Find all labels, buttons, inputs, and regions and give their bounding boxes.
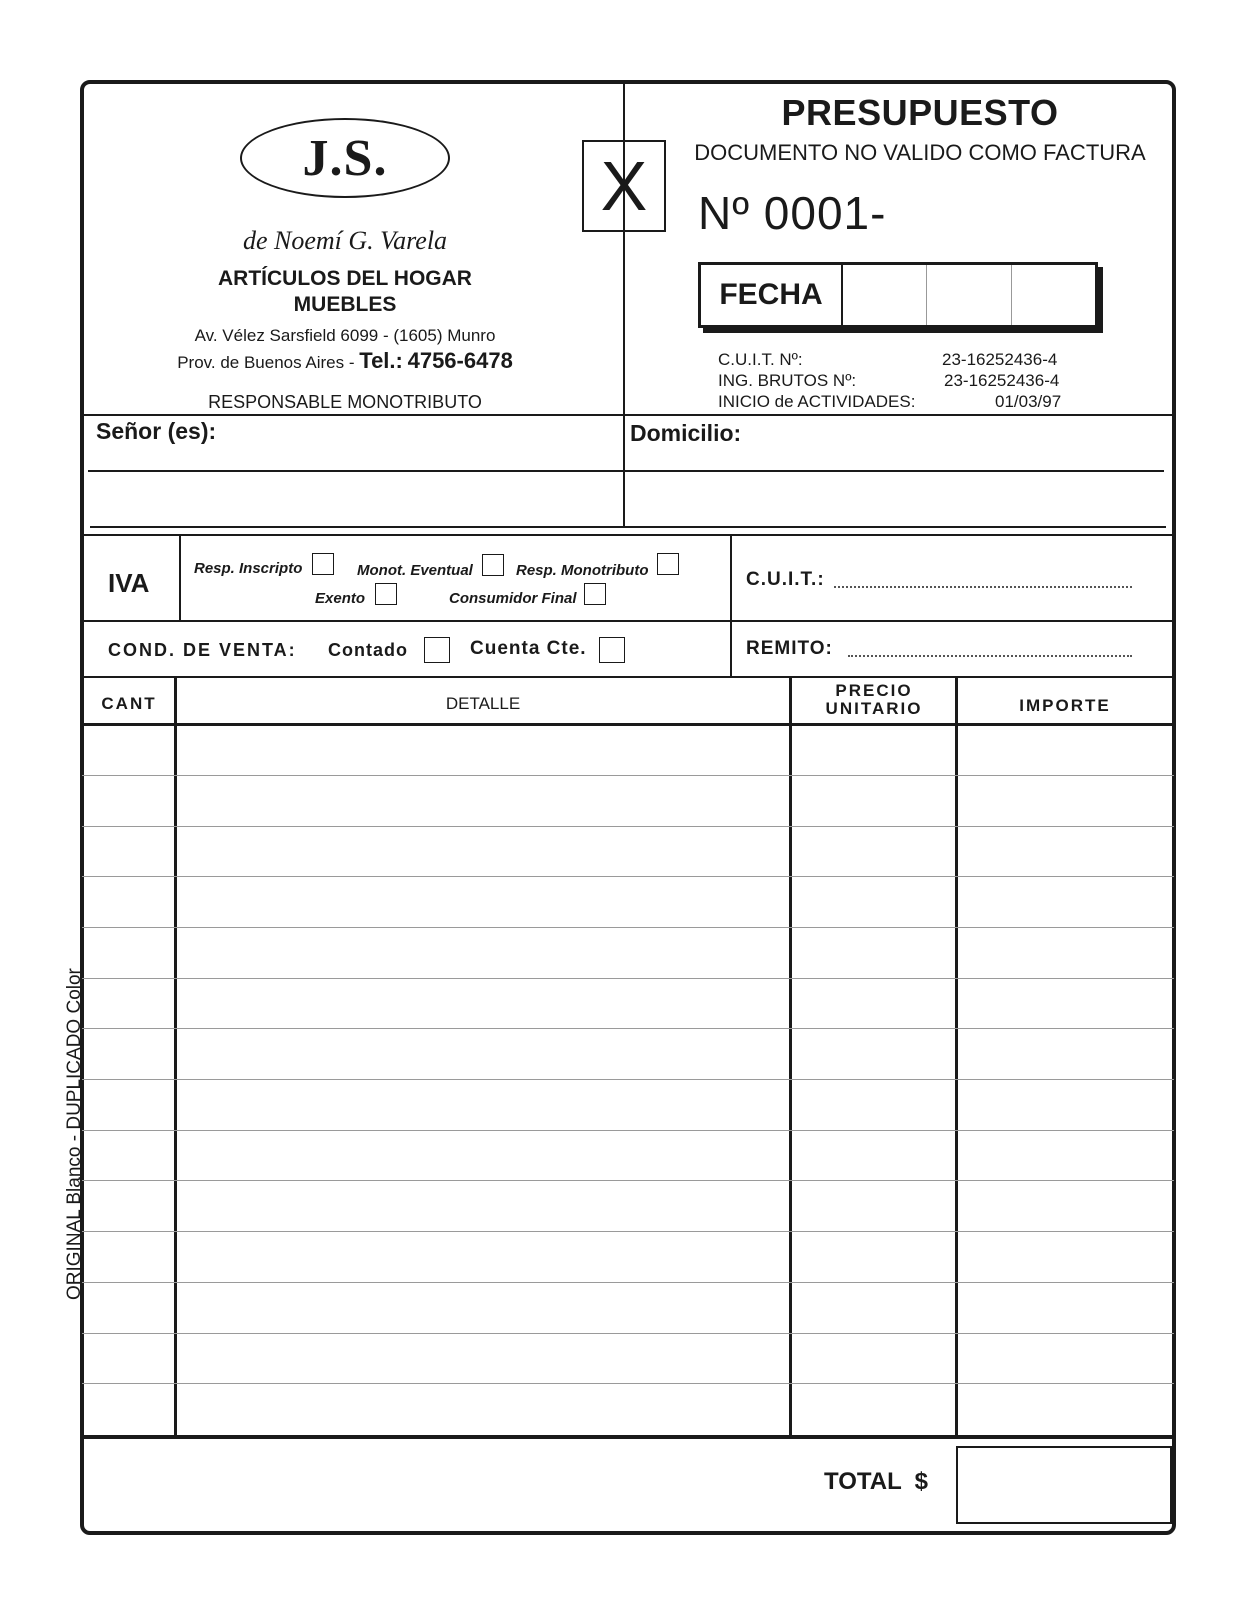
owner-name: de Noemí G. Varela [242,226,448,255]
logo [240,118,450,198]
table-header-divider [82,723,1174,726]
iva-monot-eventual-label: Monot. Eventual [357,562,473,579]
divider [82,620,1174,622]
document-subtitle: DOCUMENTO NO VALIDO COMO FACTURA [694,140,1146,165]
total-field[interactable] [956,1446,1172,1524]
table-row[interactable] [82,927,1174,928]
table-row[interactable] [82,978,1174,979]
copy-note: ORIGINAL Blanco - DUPLICADO Color [64,968,85,1300]
divider [82,534,1174,536]
iva-label: IVA [108,568,150,598]
column-cant: CANT [101,694,157,713]
inicio-value: 01/03/97 [995,392,1062,411]
date-day-cell[interactable] [843,265,927,325]
date-label: FECHA [701,265,843,325]
sale-cuenta-label: Cuenta Cte. [470,638,587,659]
iva-resp-monotributo-label: Resp. Monotributo [516,562,649,579]
sale-condition-label: COND. DE VENTA: [108,640,297,660]
iva-resp-inscripto-label: Resp. Inscripto [194,560,303,577]
table-row[interactable] [82,826,1174,827]
business-lines [180,266,510,318]
remito-label: REMITO: [746,638,833,659]
sale-cuenta-checkbox[interactable] [599,637,625,663]
document-title: PRESUPUESTO [781,92,1059,133]
business-line-1: ARTÍCULOS DEL HOGAR [218,267,472,290]
date-box[interactable] [698,262,1098,328]
document-number: Nº 0001- [698,187,887,239]
province-tel [150,348,540,374]
divider [82,414,1174,416]
customer-name-label: Señor (es): [96,418,217,444]
column-precio-line2: UNITARIO [825,699,923,718]
province: Prov. de Buenos Aires - [177,353,355,372]
document-letter: X [582,140,666,232]
sale-contado-checkbox[interactable] [424,637,450,663]
table-row[interactable] [82,876,1174,877]
tel-label: Tel.: [359,348,403,373]
total-label: TOTAL $ [824,1468,929,1495]
table-row[interactable] [82,1180,1174,1181]
customer-extra-line[interactable] [90,526,1166,528]
table-row[interactable] [82,1383,1174,1384]
table-row[interactable] [82,775,1174,776]
iva-consumidor-final-label: Consumidor Final [449,590,577,607]
date-month-cell[interactable] [927,265,1011,325]
iva-cuit-field[interactable] [834,586,1132,588]
table-row[interactable] [82,1130,1174,1131]
column-precio-line1: PRECIO [835,681,913,700]
customer-name-line[interactable] [88,470,1164,472]
table-row[interactable] [82,1333,1174,1334]
cuit-label: C.U.I.T. Nº: [718,350,803,369]
column-detalle: DETALLE [445,694,521,713]
table-row[interactable] [82,1231,1174,1232]
iva-consumidor-final-checkbox[interactable] [584,583,606,605]
column-importe: IMPORTE [1019,696,1111,715]
iva-exento-label: Exento [315,590,366,607]
date-year-cell[interactable] [1012,265,1095,325]
divider [179,534,181,620]
sale-contado-label: Contado [328,640,408,660]
iva-exento-checkbox[interactable] [375,583,397,605]
iva-monot-eventual-checkbox[interactable] [482,554,504,576]
ing-brutos-value: 23-16252436-4 [944,371,1060,390]
divider [82,676,1174,678]
iva-resp-inscripto-checkbox[interactable] [312,553,334,575]
iva-cuit-label: C.U.I.T.: [746,569,825,590]
table-column-divider [789,676,792,1436]
customer-address-label: Domicilio: [630,420,742,446]
table-row[interactable] [82,1028,1174,1029]
total-divider [82,1435,1174,1439]
table-column-divider [955,676,958,1436]
table-row[interactable] [82,1079,1174,1080]
column-precio-unitario [792,682,956,718]
tax-status: RESPONSABLE MONOTRIBUTO [208,392,482,412]
cuit-value: 23-16252436-4 [942,350,1058,369]
logo-text: J.S. [302,129,388,187]
inicio-label: INICIO de ACTIVIDADES: [718,392,916,411]
ing-brutos-label: ING. BRUTOS Nº: [718,371,857,390]
divider [730,534,732,676]
iva-resp-monotributo-checkbox[interactable] [657,553,679,575]
remito-field[interactable] [848,655,1132,657]
tel-number: 4756-6478 [407,348,513,373]
table-row[interactable] [82,1282,1174,1283]
business-line-2: MUEBLES [293,293,397,316]
address: Av. Vélez Sarsfield 6099 - (1605) Munro [194,326,496,345]
table-column-divider [174,676,177,1436]
